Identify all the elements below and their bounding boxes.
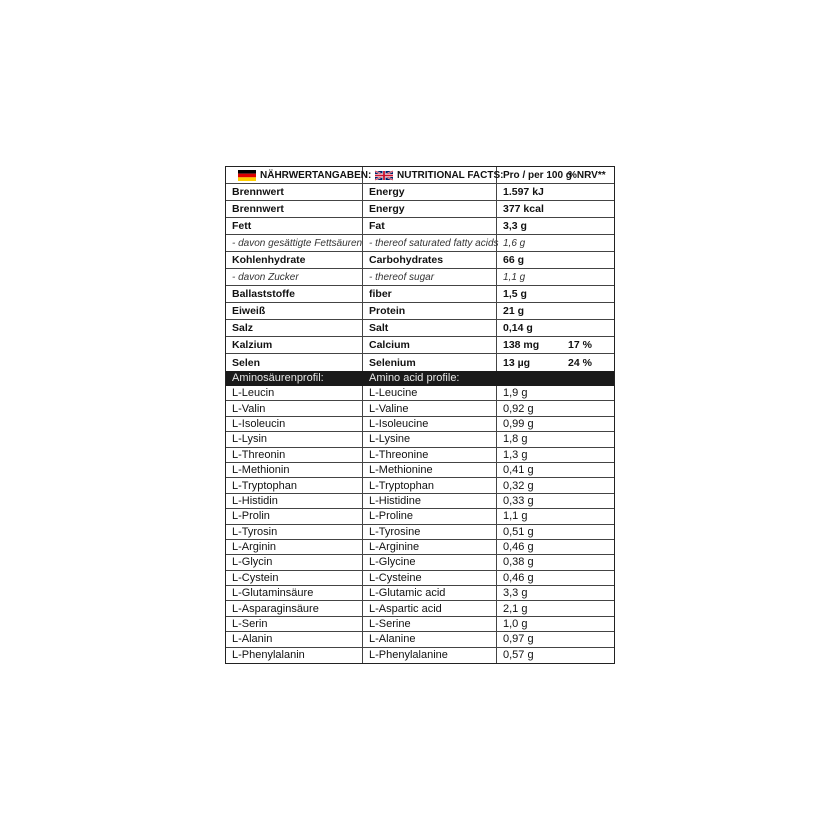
nutrient-nrv: 17 % [568, 339, 592, 351]
amino-de-label: L-Serin [226, 617, 363, 631]
nutrient-de-label: Fett [226, 218, 363, 234]
amino-value: 3,3 g [503, 587, 528, 600]
amino-empty [562, 525, 614, 539]
germany-flag-icon [238, 170, 256, 181]
uk-flag-icon [375, 170, 393, 181]
nutrient-de-label: Selen [226, 354, 363, 371]
amino-empty [562, 555, 614, 569]
nutrient-en-label: Carbohydrates [363, 252, 497, 268]
amino-de-label: L-Asparaginsäure [226, 601, 363, 615]
nutrient-row [226, 218, 614, 235]
amino-empty [562, 401, 614, 415]
amino-empty [562, 417, 614, 431]
amino-en-label: L-Histidine [363, 494, 497, 508]
nutrient-row [226, 337, 614, 354]
amino-header-en: Amino acid profile: [369, 372, 460, 384]
amino-en-label: L-Methionine [363, 463, 497, 477]
nutrient-nrv [562, 286, 614, 302]
amino-empty [562, 509, 614, 523]
amino-value: 0,57 g [503, 649, 534, 662]
amino-en-label: L-Glycine [363, 555, 497, 569]
amino-row [226, 417, 614, 432]
amino-empty [562, 586, 614, 600]
nutrient-value: 138 mg [503, 339, 540, 351]
nutrient-en-label: Energy [363, 184, 497, 200]
nutrient-de-label: - davon Zucker [226, 269, 363, 285]
nutrient-nrv [562, 201, 614, 217]
nutrient-de-label: Kalzium [226, 337, 363, 353]
amino-empty [562, 448, 614, 462]
nutrient-en-label: Salt [363, 320, 497, 336]
nutrient-en-label: Energy [363, 201, 497, 217]
amino-value: 1,1 g [503, 510, 528, 523]
nutrient-en-label: Fat [363, 218, 497, 234]
amino-section [226, 386, 614, 663]
amino-en-label: L-Tyrosine [363, 525, 497, 539]
amino-value: 0,38 g [503, 556, 534, 569]
amino-row [226, 632, 614, 647]
amino-de-label: L-Methionin [226, 463, 363, 477]
amino-value: 0,97 g [503, 633, 534, 646]
amino-de-label: L-Isoleucin [226, 417, 363, 431]
header-row [226, 167, 614, 184]
amino-row [226, 478, 614, 493]
nutrient-row [226, 286, 614, 303]
amino-en-label: L-Cysteine [363, 571, 497, 585]
nutrient-nrv [562, 269, 614, 285]
amino-empty [562, 571, 614, 585]
amino-header-de: Aminosäurenprofil: [232, 372, 324, 384]
nutrition-table [225, 166, 615, 664]
amino-de-label: L-Valin [226, 401, 363, 415]
amino-header-row [226, 371, 614, 386]
amino-row [226, 540, 614, 555]
amino-value: 1,3 g [503, 448, 528, 461]
nutrient-en-label: - thereof saturated fatty acids [363, 235, 497, 251]
nutrient-value: 3,3 g [503, 220, 527, 232]
amino-de-label: L-Leucin [226, 386, 363, 400]
nutrient-nrv [562, 303, 614, 319]
nutrient-en-label: Selenium [363, 354, 497, 371]
nutrient-value: 13 µg [503, 356, 531, 369]
nutrient-value: 21 g [503, 305, 525, 317]
nutrient-nrv: 24 % [568, 356, 592, 369]
amino-en-label: L-Valine [363, 401, 497, 415]
amino-row [226, 448, 614, 463]
amino-row [226, 648, 614, 663]
amino-empty [562, 478, 614, 492]
amino-value: 0,99 g [503, 417, 534, 430]
header-en-label: NUTRITIONAL FACTS: [397, 169, 504, 181]
amino-empty [562, 540, 614, 554]
amino-de-label: L-Phenylalanin [226, 648, 363, 663]
amino-en-label: L-Glutamic acid [363, 586, 497, 600]
nutrient-de-label: Eiweiß [226, 303, 363, 319]
amino-de-label: L-Histidin [226, 494, 363, 508]
amino-de-label: L-Glutaminsäure [226, 586, 363, 600]
amino-en-label: L-Alanine [363, 632, 497, 646]
amino-value: 0,46 g [503, 541, 534, 554]
amino-en-label: L-Phenylalanine [363, 648, 497, 663]
nutrients-section [226, 184, 614, 371]
header-per-label: Pro / per 100 g [503, 169, 572, 181]
amino-en-label: L-Arginine [363, 540, 497, 554]
nutrient-en-label: Calcium [363, 337, 497, 353]
nutrient-de-label: Brennwert [226, 184, 363, 200]
nutrient-de-label: Brennwert [226, 201, 363, 217]
amino-row [226, 386, 614, 401]
amino-row [226, 432, 614, 447]
amino-en-label: L-Leucine [363, 386, 497, 400]
amino-value: 0,51 g [503, 525, 534, 538]
amino-de-label: L-Lysin [226, 432, 363, 446]
amino-en-label: L-Lysine [363, 432, 497, 446]
header-nrv-label: %NRV** [568, 169, 606, 181]
amino-row [226, 555, 614, 570]
amino-de-label: L-Tryptophan [226, 478, 363, 492]
amino-value: 1,8 g [503, 433, 528, 446]
nutrient-de-label: Salz [226, 320, 363, 336]
nutrient-row [226, 320, 614, 337]
nutrient-row [226, 201, 614, 218]
nutrient-nrv [562, 320, 614, 336]
nutrient-value: 0,14 g [503, 322, 533, 334]
amino-empty [562, 432, 614, 446]
nutrient-value: 1,1 g [503, 271, 526, 283]
amino-de-label: L-Tyrosin [226, 525, 363, 539]
nutrient-nrv [562, 218, 614, 234]
nutrient-value: 66 g [503, 254, 525, 266]
nutrient-nrv [562, 184, 614, 200]
amino-value: 1,9 g [503, 387, 528, 400]
amino-row [226, 586, 614, 601]
amino-empty [562, 494, 614, 508]
amino-empty [562, 617, 614, 631]
nutrient-de-label: Kohlenhydrate [226, 252, 363, 268]
amino-empty [562, 648, 614, 663]
nutrient-de-label: - davon gesättigte Fettsäuren [226, 235, 363, 251]
nutrient-nrv [562, 235, 614, 251]
amino-row [226, 525, 614, 540]
amino-en-label: L-Aspartic acid [363, 601, 497, 615]
amino-de-label: L-Alanin [226, 632, 363, 646]
amino-empty [562, 601, 614, 615]
amino-row [226, 509, 614, 524]
amino-row [226, 571, 614, 586]
amino-empty [562, 386, 614, 400]
amino-value: 0,32 g [503, 479, 534, 492]
amino-row [226, 601, 614, 616]
amino-value: 2,1 g [503, 602, 528, 615]
amino-value: 0,46 g [503, 571, 534, 584]
nutrient-en-label: fiber [363, 286, 497, 302]
amino-de-label: L-Threonin [226, 448, 363, 462]
amino-de-label: L-Arginin [226, 540, 363, 554]
amino-value: 0,41 g [503, 464, 534, 477]
nutrient-value: 1,6 g [503, 237, 526, 249]
amino-row [226, 401, 614, 416]
nutrient-value: 1,5 g [503, 288, 527, 300]
nutrient-value: 377 kcal [503, 203, 544, 215]
nutrient-row [226, 235, 614, 252]
amino-de-label: L-Cystein [226, 571, 363, 585]
nutrient-en-label: - thereof sugar [363, 269, 497, 285]
amino-en-label: L-Proline [363, 509, 497, 523]
amino-row [226, 494, 614, 509]
amino-row [226, 463, 614, 478]
nutrient-row [226, 252, 614, 269]
header-de-label: NÄHRWERTANGABEN: [260, 169, 372, 181]
amino-empty [562, 632, 614, 646]
amino-value: 0,92 g [503, 402, 534, 415]
nutrient-value: 1.597 kJ [503, 186, 544, 198]
amino-en-label: L-Isoleucine [363, 417, 497, 431]
nutrient-row [226, 184, 614, 201]
nutrient-nrv [562, 252, 614, 268]
amino-de-label: L-Glycin [226, 555, 363, 569]
nutrient-row [226, 354, 614, 371]
nutrient-row [226, 269, 614, 286]
nutrient-row [226, 303, 614, 320]
amino-en-label: L-Threonine [363, 448, 497, 462]
amino-en-label: L-Serine [363, 617, 497, 631]
amino-de-label: L-Prolin [226, 509, 363, 523]
amino-empty [562, 463, 614, 477]
nutrient-en-label: Protein [363, 303, 497, 319]
nutrient-de-label: Ballaststoffe [226, 286, 363, 302]
amino-value: 0,33 g [503, 494, 534, 507]
amino-row [226, 617, 614, 632]
amino-en-label: L-Tryptophan [363, 478, 497, 492]
amino-value: 1,0 g [503, 618, 528, 631]
